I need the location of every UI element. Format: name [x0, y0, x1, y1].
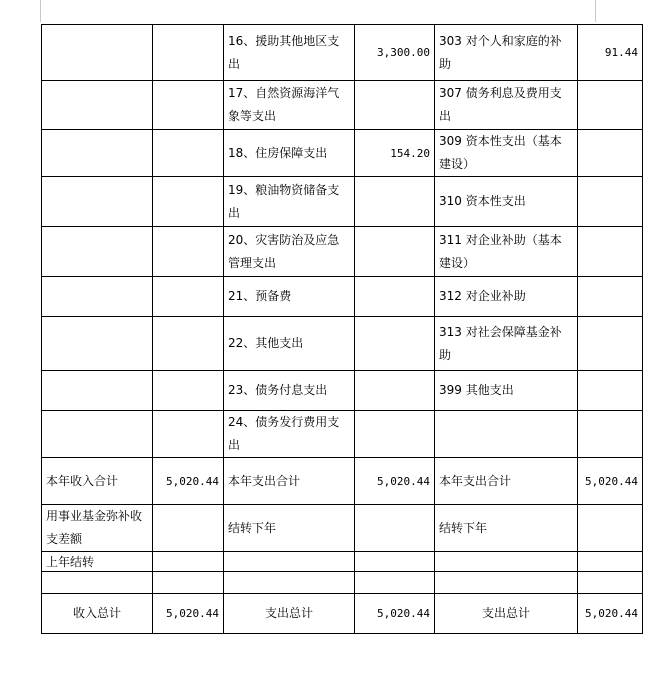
- table-cell: [42, 572, 153, 594]
- table-cell: [435, 552, 578, 572]
- table-cell: [224, 572, 355, 594]
- table-cell: [578, 81, 643, 130]
- page-margin-mark-right: [595, 0, 596, 22]
- table-cell: [153, 177, 224, 227]
- table-row: [42, 130, 643, 177]
- table-cell: [355, 81, 435, 130]
- table-row: [42, 81, 643, 130]
- budget-table: [41, 24, 643, 634]
- table-cell: [153, 552, 224, 572]
- table-row: [42, 552, 643, 572]
- table-cell: 313 对社会保障基金补助: [435, 317, 578, 371]
- table-cell: [355, 227, 435, 277]
- table-cell: [355, 371, 435, 411]
- table-cell: 收入总计: [42, 594, 153, 634]
- table-cell: [42, 81, 153, 130]
- table-row: [42, 371, 643, 411]
- table-row: [42, 572, 643, 594]
- table-cell: [355, 572, 435, 594]
- table-row: [42, 277, 643, 317]
- table-cell: [435, 411, 578, 458]
- table-cell: 17、自然资源海洋气象等支出: [224, 81, 355, 130]
- table-cell: [578, 177, 643, 227]
- table-cell: [153, 130, 224, 177]
- table-cell: [42, 227, 153, 277]
- table-cell: [153, 81, 224, 130]
- table-cell: [42, 25, 153, 81]
- table-cell: 20、灾害防治及应急管理支出: [224, 227, 355, 277]
- table-cell: [435, 572, 578, 594]
- table-cell: [578, 552, 643, 572]
- table-cell: 309 资本性支出（基本建设）: [435, 130, 578, 177]
- table-cell: [153, 277, 224, 317]
- table-cell: 18、住房保障支出: [224, 130, 355, 177]
- table-cell: 154.20: [355, 130, 435, 177]
- table-cell: 5,020.44: [355, 594, 435, 634]
- table-cell: [224, 552, 355, 572]
- table-row: [42, 227, 643, 277]
- table-cell: 本年支出合计: [435, 458, 578, 505]
- table-cell: 支出总计: [224, 594, 355, 634]
- table-row: [42, 594, 643, 634]
- table-cell: 本年收入合计: [42, 458, 153, 505]
- table-cell: [153, 505, 224, 552]
- table-cell: 310 资本性支出: [435, 177, 578, 227]
- table-cell: 5,020.44: [578, 458, 643, 505]
- table-cell: 上年结转: [42, 552, 153, 572]
- table-cell: 5,020.44: [153, 458, 224, 505]
- table-cell: [578, 505, 643, 552]
- table-cell: 16、援助其他地区支出: [224, 25, 355, 81]
- table-row: [42, 25, 643, 81]
- table-cell: [42, 277, 153, 317]
- table-cell: 23、债务付息支出: [224, 371, 355, 411]
- table-cell: [153, 371, 224, 411]
- table-cell: 91.44: [578, 25, 643, 81]
- table-cell: 24、债务发行费用支出: [224, 411, 355, 458]
- table-cell: 结转下年: [224, 505, 355, 552]
- table-cell: [355, 277, 435, 317]
- table-cell: [578, 317, 643, 371]
- table-cell: 5,020.44: [578, 594, 643, 634]
- table-row: [42, 505, 643, 552]
- table-cell: [355, 317, 435, 371]
- table-row: [42, 411, 643, 458]
- table-cell: [42, 177, 153, 227]
- table-cell: 支出总计: [435, 594, 578, 634]
- table-cell: [355, 411, 435, 458]
- table-row: [42, 177, 643, 227]
- table-cell: [42, 411, 153, 458]
- table-cell: [578, 572, 643, 594]
- table-cell: [153, 227, 224, 277]
- table-cell: 5,020.44: [355, 458, 435, 505]
- table-cell: 399 其他支出: [435, 371, 578, 411]
- table-cell: [42, 371, 153, 411]
- table-cell: 5,020.44: [153, 594, 224, 634]
- table-cell: 307 债务利息及费用支出: [435, 81, 578, 130]
- table-cell: [578, 227, 643, 277]
- table-cell: [578, 371, 643, 411]
- table-cell: 311 对企业补助（基本建设）: [435, 227, 578, 277]
- table-cell: 303 对个人和家庭的补助: [435, 25, 578, 81]
- table-cell: [578, 277, 643, 317]
- table-cell: [42, 130, 153, 177]
- table-row: [42, 317, 643, 371]
- table-cell: 用事业基金弥补收支差额: [42, 505, 153, 552]
- table-cell: 本年支出合计: [224, 458, 355, 505]
- table-cell: [153, 572, 224, 594]
- table-cell: 21、预备费: [224, 277, 355, 317]
- table-cell: [153, 317, 224, 371]
- table-cell: [42, 317, 153, 371]
- table-cell: [578, 130, 643, 177]
- table-cell: 3,300.00: [355, 25, 435, 81]
- table-cell: [355, 177, 435, 227]
- table-row: [42, 458, 643, 505]
- page-margin-mark-left: [40, 0, 41, 22]
- table-cell: [355, 505, 435, 552]
- table-cell: [153, 411, 224, 458]
- table-cell: 22、其他支出: [224, 317, 355, 371]
- table-cell: [153, 25, 224, 81]
- table-cell: 结转下年: [435, 505, 578, 552]
- table-cell: 19、粮油物资储备支出: [224, 177, 355, 227]
- table-cell: [578, 411, 643, 458]
- table-cell: [355, 552, 435, 572]
- table-cell: 312 对企业补助: [435, 277, 578, 317]
